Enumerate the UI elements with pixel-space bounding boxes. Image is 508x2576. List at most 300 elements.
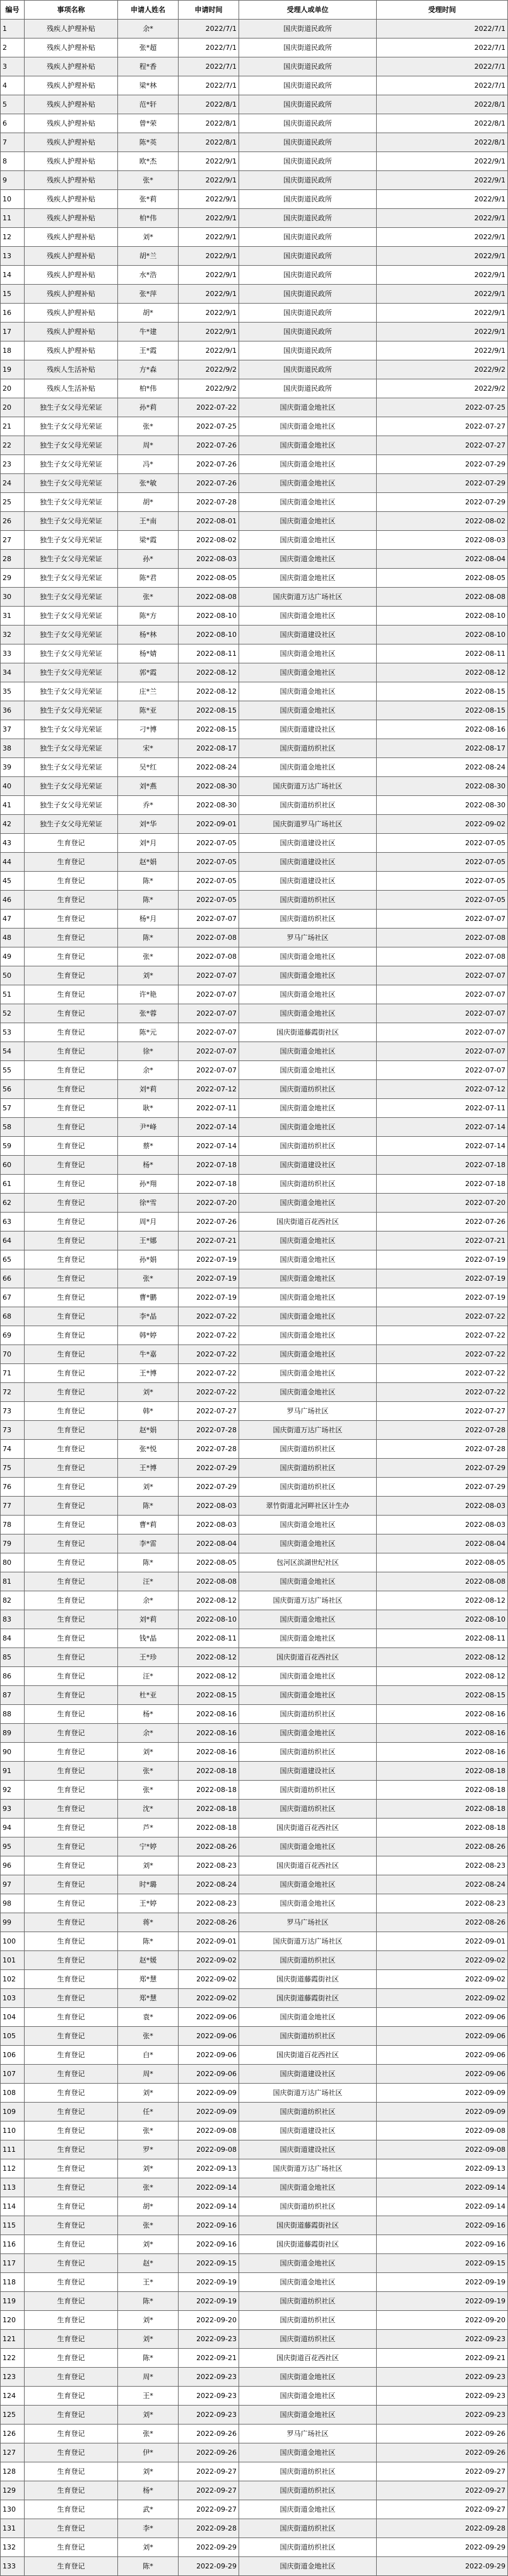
cell-accept-date: 2022-07-20 [377, 1194, 508, 1213]
cell-id: 84 [1, 1629, 25, 1648]
table-row [1, 323, 508, 341]
cell-handler: 国庆街道纺织社区 [239, 1781, 377, 1800]
cell-accept-date: 2022-08-18 [377, 1781, 508, 1800]
cell-applicant: 欧*杰 [118, 152, 179, 171]
cell-accept-date: 2022-08-23 [377, 1856, 508, 1875]
table-row [1, 1440, 508, 1459]
cell-accept-date: 2022-07-21 [377, 1232, 508, 1250]
cell-id: 81 [1, 1572, 25, 1591]
cell-apply-date: 2022-08-30 [179, 796, 239, 815]
cell-id: 18 [1, 341, 25, 360]
cell-item: 生育登记 [25, 2292, 118, 2311]
cell-item: 生育登记 [25, 1610, 118, 1629]
cell-applicant: 陈*君 [118, 569, 179, 588]
cell-handler: 国庆街道百花西社区 [239, 1213, 377, 1232]
cell-apply-date: 2022-08-02 [179, 531, 239, 550]
cell-applicant: 刘* [118, 1478, 179, 1497]
table-row [1, 1951, 508, 1970]
cell-id: 69 [1, 1326, 25, 1345]
header-accept-date: 受理时间 [377, 1, 508, 20]
cell-handler: 国庆街道万达广场社区 [239, 588, 377, 607]
cell-item: 独生子女父母光荣证 [25, 531, 118, 550]
cell-item: 生育登记 [25, 853, 118, 872]
cell-item: 生育登记 [25, 1781, 118, 1800]
cell-accept-date: 2022-09-29 [377, 2538, 508, 2557]
cell-applicant: 陈* [118, 2557, 179, 2576]
table-row [1, 815, 508, 834]
cell-item: 残疾人护理补贴 [25, 95, 118, 114]
cell-handler: 国庆街道建设社区 [239, 2122, 377, 2140]
cell-apply-date: 2022-07-12 [179, 1080, 239, 1099]
cell-apply-date: 2022-09-06 [179, 2008, 239, 2027]
table-row [1, 1118, 508, 1137]
cell-handler: 国庆街道民政所 [239, 190, 377, 209]
cell-item: 生育登记 [25, 1705, 118, 1724]
cell-item: 生育登记 [25, 2387, 118, 2406]
cell-applicant: 王*娜 [118, 1232, 179, 1250]
cell-applicant: 陈* [118, 872, 179, 891]
cell-apply-date: 2022-08-10 [179, 1610, 239, 1629]
cell-item: 生育登记 [25, 1004, 118, 1023]
cell-apply-date: 2022-09-15 [179, 2254, 239, 2273]
cell-handler: 国庆街道百花西社区 [239, 2046, 377, 2065]
table-row [1, 2027, 508, 2046]
cell-accept-date: 2022-07-29 [377, 1459, 508, 1478]
cell-accept-date: 2022/8/1 [377, 114, 508, 133]
cell-applicant: 徐* [118, 1042, 179, 1061]
table-row [1, 777, 508, 796]
cell-handler: 国庆街道民政所 [239, 323, 377, 341]
table-row [1, 966, 508, 985]
cell-handler: 国庆街道金地社区 [239, 663, 377, 682]
cell-accept-date: 2022/7/1 [377, 20, 508, 39]
cell-apply-date: 2022-09-02 [179, 1951, 239, 1970]
cell-id: 68 [1, 1307, 25, 1326]
cell-item: 生育登记 [25, 1875, 118, 1894]
cell-apply-date: 2022-07-28 [179, 1440, 239, 1459]
cell-applicant: 刘*莉 [118, 1610, 179, 1629]
cell-apply-date: 2022/9/1 [179, 266, 239, 285]
cell-apply-date: 2022-08-05 [179, 569, 239, 588]
cell-accept-date: 2022/8/1 [377, 95, 508, 114]
cell-accept-date: 2022/9/1 [377, 171, 508, 190]
cell-apply-date: 2022-09-29 [179, 2557, 239, 2576]
cell-handler: 国庆街道罗马广场社区 [239, 815, 377, 834]
cell-item: 生育登记 [25, 891, 118, 910]
cell-accept-date: 2022/9/1 [377, 228, 508, 247]
cell-item: 生育登记 [25, 910, 118, 929]
table-row [1, 2140, 508, 2159]
cell-item: 生育登记 [25, 1989, 118, 2008]
cell-id: 50 [1, 966, 25, 985]
cell-apply-date: 2022-08-08 [179, 1572, 239, 1591]
cell-item: 生育登记 [25, 2178, 118, 2197]
cell-item: 生育登记 [25, 1213, 118, 1232]
table-row [1, 1383, 508, 1402]
header-item: 事项名称 [25, 1, 118, 20]
cell-apply-date: 2022-08-15 [179, 1686, 239, 1705]
cell-id: 90 [1, 1743, 25, 1762]
cell-id: 41 [1, 796, 25, 815]
cell-applicant: 程*香 [118, 57, 179, 76]
cell-id: 51 [1, 985, 25, 1004]
cell-applicant: 周* [118, 436, 179, 455]
table-row [1, 2103, 508, 2122]
cell-id: 1 [1, 20, 25, 39]
cell-id: 62 [1, 1194, 25, 1213]
cell-applicant: 赵*娟 [118, 1421, 179, 1440]
cell-applicant: 郭*霞 [118, 663, 179, 682]
cell-id: 39 [1, 758, 25, 777]
cell-item: 生育登记 [25, 1572, 118, 1591]
table-row [1, 626, 508, 644]
cell-handler: 国庆街道纺织社区 [239, 2330, 377, 2349]
cell-accept-date: 2022-08-12 [377, 1591, 508, 1610]
cell-applicant: 张* [118, 1269, 179, 1288]
cell-accept-date: 2022-07-07 [377, 910, 508, 929]
cell-item: 残疾人生活补贴 [25, 360, 118, 379]
cell-id: 32 [1, 626, 25, 644]
cell-handler: 国庆街道纺织社区 [239, 2519, 377, 2538]
cell-handler: 国庆街道藤霞街社区 [239, 1989, 377, 2008]
cell-applicant: 周* [118, 2368, 179, 2387]
cell-accept-date: 2022-08-16 [377, 1724, 508, 1743]
cell-applicant: 余* [118, 1724, 179, 1743]
cell-handler: 国庆街道纺织社区 [239, 910, 377, 929]
cell-accept-date: 2022-08-12 [377, 663, 508, 682]
cell-accept-date: 2022-07-22 [377, 1383, 508, 1402]
cell-applicant: 孙*莉 [118, 398, 179, 417]
table-row [1, 1989, 508, 2008]
cell-accept-date: 2022-08-10 [377, 607, 508, 626]
cell-item: 独生子女父母光荣证 [25, 777, 118, 796]
cell-accept-date: 2022-09-23 [377, 2330, 508, 2349]
cell-id: 9 [1, 171, 25, 190]
cell-apply-date: 2022/7/1 [179, 76, 239, 95]
cell-handler: 国庆街道金地社区 [239, 2500, 377, 2519]
table-row [1, 474, 508, 493]
cell-handler: 国庆街道金地社区 [239, 1534, 377, 1553]
cell-accept-date: 2022/9/1 [377, 152, 508, 171]
cell-item: 生育登记 [25, 2046, 118, 2065]
cell-handler: 国庆街道纺织社区 [239, 1743, 377, 1762]
cell-apply-date: 2022-07-14 [179, 1137, 239, 1156]
cell-accept-date: 2022-07-07 [377, 1004, 508, 1023]
cell-id: 97 [1, 1875, 25, 1894]
cell-item: 生育登记 [25, 872, 118, 891]
cell-item: 残疾人护理补贴 [25, 304, 118, 323]
cell-item: 残疾人护理补贴 [25, 39, 118, 57]
table-row [1, 1478, 508, 1497]
table-row [1, 1232, 508, 1250]
cell-applicant: 杨* [118, 1705, 179, 1724]
cell-apply-date: 2022-07-05 [179, 834, 239, 853]
cell-id: 111 [1, 2140, 25, 2159]
cell-apply-date: 2022/7/1 [179, 57, 239, 76]
cell-apply-date: 2022-09-06 [179, 2065, 239, 2084]
cell-item: 独生子女父母光荣证 [25, 474, 118, 493]
cell-apply-date: 2022/9/1 [179, 323, 239, 341]
cell-item: 残疾人护理补贴 [25, 152, 118, 171]
cell-item: 生育登记 [25, 1591, 118, 1610]
table-row [1, 360, 508, 379]
cell-apply-date: 2022-08-24 [179, 1875, 239, 1894]
cell-apply-date: 2022-09-29 [179, 2538, 239, 2557]
cell-applicant: 时*璐 [118, 1875, 179, 1894]
cell-id: 132 [1, 2538, 25, 2557]
cell-id: 33 [1, 644, 25, 663]
cell-applicant: 郑*慧 [118, 1989, 179, 2008]
cell-accept-date: 2022-09-28 [377, 2519, 508, 2538]
cell-accept-date: 2022-07-19 [377, 1250, 508, 1269]
cell-applicant: 刘* [118, 1856, 179, 1875]
cell-applicant: 梁*霞 [118, 531, 179, 550]
table-row [1, 739, 508, 758]
table-row [1, 133, 508, 152]
table-row [1, 171, 508, 190]
cell-item: 生育登记 [25, 929, 118, 947]
table-row [1, 1572, 508, 1591]
cell-id: 20 [1, 398, 25, 417]
cell-accept-date: 2022-07-28 [377, 1440, 508, 1459]
table-row [1, 2443, 508, 2462]
table-row [1, 247, 508, 266]
cell-apply-date: 2022/9/1 [179, 190, 239, 209]
cell-id: 86 [1, 1667, 25, 1686]
cell-applicant: 张* [118, 1781, 179, 1800]
cell-item: 独生子女父母光荣证 [25, 417, 118, 436]
cell-item: 独生子女父母光荣证 [25, 569, 118, 588]
cell-handler: 国庆街道金地社区 [239, 2406, 377, 2425]
table-row [1, 2330, 508, 2349]
cell-accept-date: 2022-07-05 [377, 853, 508, 872]
cell-handler: 国庆街道纺织社区 [239, 2027, 377, 2046]
cell-handler: 国庆街道纺织社区 [239, 1951, 377, 1970]
cell-accept-date: 2022-08-11 [377, 644, 508, 663]
cell-applicant: 袁* [118, 2008, 179, 2027]
cell-item: 独生子女父母光荣证 [25, 720, 118, 739]
cell-apply-date: 2022-09-20 [179, 2311, 239, 2330]
table-row [1, 2065, 508, 2084]
cell-accept-date: 2022-07-22 [377, 1307, 508, 1326]
cell-item: 生育登记 [25, 1137, 118, 1156]
table-row [1, 1269, 508, 1288]
cell-id: 75 [1, 1459, 25, 1478]
cell-item: 生育登记 [25, 2406, 118, 2425]
cell-item: 生育登记 [25, 1894, 118, 1913]
cell-id: 91 [1, 1762, 25, 1781]
cell-apply-date: 2022-09-08 [179, 2140, 239, 2159]
cell-item: 生育登记 [25, 1553, 118, 1572]
table-row [1, 2122, 508, 2140]
cell-item: 生育登记 [25, 1402, 118, 1421]
cell-item: 生育登记 [25, 1819, 118, 1837]
cell-applicant: 杨*月 [118, 910, 179, 929]
cell-apply-date: 2022-07-05 [179, 891, 239, 910]
cell-handler: 国庆街道金地社区 [239, 701, 377, 720]
cell-handler: 国庆街道金地社区 [239, 1004, 377, 1023]
cell-apply-date: 2022-07-26 [179, 474, 239, 493]
cell-apply-date: 2022-07-21 [179, 1232, 239, 1250]
table-row [1, 1402, 508, 1421]
cell-accept-date: 2022-07-26 [377, 1213, 508, 1232]
cell-accept-date: 2022-07-27 [377, 436, 508, 455]
table-row [1, 266, 508, 285]
cell-applicant: 杜*亚 [118, 1686, 179, 1705]
cell-applicant: 汪* [118, 1667, 179, 1686]
cell-apply-date: 2022-09-01 [179, 1932, 239, 1951]
cell-accept-date: 2022/7/1 [377, 76, 508, 95]
cell-handler: 国庆街道金地社区 [239, 2443, 377, 2462]
cell-apply-date: 2022/8/1 [179, 133, 239, 152]
cell-item: 生育登记 [25, 1118, 118, 1137]
cell-item: 生育登记 [25, 1629, 118, 1648]
table-row [1, 1610, 508, 1629]
cell-id: 8 [1, 152, 25, 171]
cell-id: 55 [1, 1061, 25, 1080]
cell-item: 独生子女父母光荣证 [25, 682, 118, 701]
cell-item: 生育登记 [25, 1364, 118, 1383]
table-row [1, 985, 508, 1004]
cell-accept-date: 2022-07-19 [377, 1288, 508, 1307]
cell-id: 30 [1, 588, 25, 607]
cell-item: 独生子女父母光荣证 [25, 607, 118, 626]
cell-apply-date: 2022-07-20 [179, 1194, 239, 1213]
cell-apply-date: 2022-09-23 [179, 2330, 239, 2349]
table-row [1, 190, 508, 209]
cell-id: 44 [1, 853, 25, 872]
table-row [1, 57, 508, 76]
cell-handler: 国庆街道民政所 [239, 57, 377, 76]
cell-item: 独生子女父母光荣证 [25, 493, 118, 512]
cell-handler: 国庆街道金地社区 [239, 2178, 377, 2197]
cell-item: 生育登记 [25, 834, 118, 853]
cell-handler: 国庆街道纺织社区 [239, 2481, 377, 2500]
cell-apply-date: 2022-08-18 [179, 1800, 239, 1819]
cell-id: 89 [1, 1724, 25, 1743]
cell-id: 105 [1, 2027, 25, 2046]
cell-id: 53 [1, 1023, 25, 1042]
cell-accept-date: 2022-08-24 [377, 1875, 508, 1894]
cell-accept-date: 2022-08-26 [377, 1913, 508, 1932]
cell-item: 生育登记 [25, 1326, 118, 1345]
cell-item: 生育登记 [25, 1421, 118, 1440]
cell-apply-date: 2022-08-08 [179, 588, 239, 607]
cell-id: 14 [1, 266, 25, 285]
cell-apply-date: 2022-08-24 [179, 758, 239, 777]
cell-handler: 国庆街道建设社区 [239, 626, 377, 644]
table-row [1, 1156, 508, 1175]
table-row [1, 1099, 508, 1118]
cell-apply-date: 2022-07-11 [179, 1099, 239, 1118]
table-body [1, 20, 508, 2576]
cell-handler: 国庆街道百花西社区 [239, 1856, 377, 1875]
cell-id: 10 [1, 190, 25, 209]
cell-applicant: 王*婷 [118, 1894, 179, 1913]
cell-apply-date: 2022/9/1 [179, 228, 239, 247]
cell-handler: 国庆街道金地社区 [239, 1364, 377, 1383]
cell-applicant: 孙*娟 [118, 1250, 179, 1269]
cell-item: 生育登记 [25, 1743, 118, 1762]
cell-apply-date: 2022-07-07 [179, 1042, 239, 1061]
cell-handler: 国庆街道纺织社区 [239, 1440, 377, 1459]
table-row [1, 2273, 508, 2292]
cell-apply-date: 2022-07-08 [179, 929, 239, 947]
cell-handler: 国庆街道金地社区 [239, 947, 377, 966]
cell-apply-date: 2022-07-28 [179, 493, 239, 512]
cell-item: 生育登记 [25, 985, 118, 1004]
cell-accept-date: 2022-07-27 [377, 417, 508, 436]
cell-item: 独生子女父母光荣证 [25, 663, 118, 682]
cell-item: 生育登记 [25, 2140, 118, 2159]
table-row [1, 2387, 508, 2406]
cell-accept-date: 2022-07-27 [377, 1402, 508, 1421]
cell-apply-date: 2022-08-12 [179, 1591, 239, 1610]
table-row [1, 947, 508, 966]
cell-apply-date: 2022/7/1 [179, 39, 239, 57]
cell-applicant: 赵*媛 [118, 1951, 179, 1970]
cell-apply-date: 2022-07-22 [179, 1364, 239, 1383]
cell-accept-date: 2022-09-26 [377, 2425, 508, 2443]
cell-applicant: 张*悦 [118, 1440, 179, 1459]
cell-id: 49 [1, 947, 25, 966]
table-row [1, 701, 508, 720]
table-row [1, 1932, 508, 1951]
cell-id: 98 [1, 1894, 25, 1913]
cell-apply-date: 2022-07-26 [179, 1213, 239, 1232]
cell-applicant: 白* [118, 2046, 179, 2065]
cell-id: 93 [1, 1800, 25, 1819]
cell-applicant: 张*敏 [118, 474, 179, 493]
cell-id: 113 [1, 2178, 25, 2197]
table-row [1, 417, 508, 436]
table-row [1, 2084, 508, 2103]
cell-applicant: 庄*兰 [118, 682, 179, 701]
cell-item: 生育登记 [25, 1440, 118, 1459]
cell-id: 82 [1, 1591, 25, 1610]
cell-applicant: 韩* [118, 1402, 179, 1421]
cell-apply-date: 2022-07-22 [179, 1345, 239, 1364]
table-row [1, 644, 508, 663]
table-row [1, 285, 508, 304]
cell-applicant: 周*月 [118, 1213, 179, 1232]
cell-handler: 国庆街道民政所 [239, 20, 377, 39]
cell-accept-date: 2022-07-12 [377, 1080, 508, 1099]
cell-handler: 国庆街道纺织社区 [239, 2462, 377, 2481]
cell-apply-date: 2022-09-09 [179, 2103, 239, 2122]
cell-handler: 国庆街道民政所 [239, 341, 377, 360]
table-row [1, 95, 508, 114]
cell-id: 24 [1, 474, 25, 493]
cell-handler: 国庆街道金地社区 [239, 1667, 377, 1686]
cell-accept-date: 2022-09-06 [377, 2065, 508, 2084]
table-row [1, 1459, 508, 1478]
cell-apply-date: 2022-09-28 [179, 2519, 239, 2538]
cell-handler: 国庆街道金地社区 [239, 1894, 377, 1913]
table-row [1, 2500, 508, 2519]
cell-id: 94 [1, 1819, 25, 1837]
cell-applicant: 王*博 [118, 1459, 179, 1478]
cell-apply-date: 2022-08-05 [179, 1553, 239, 1572]
table-row [1, 493, 508, 512]
cell-handler: 国庆街道金地社区 [239, 1288, 377, 1307]
cell-id: 56 [1, 1080, 25, 1099]
cell-id: 7 [1, 133, 25, 152]
cell-applicant: 耿* [118, 1099, 179, 1118]
cell-applicant: 胡* [118, 2197, 179, 2216]
cell-item: 生育登记 [25, 2425, 118, 2443]
cell-item: 生育登记 [25, 2311, 118, 2330]
